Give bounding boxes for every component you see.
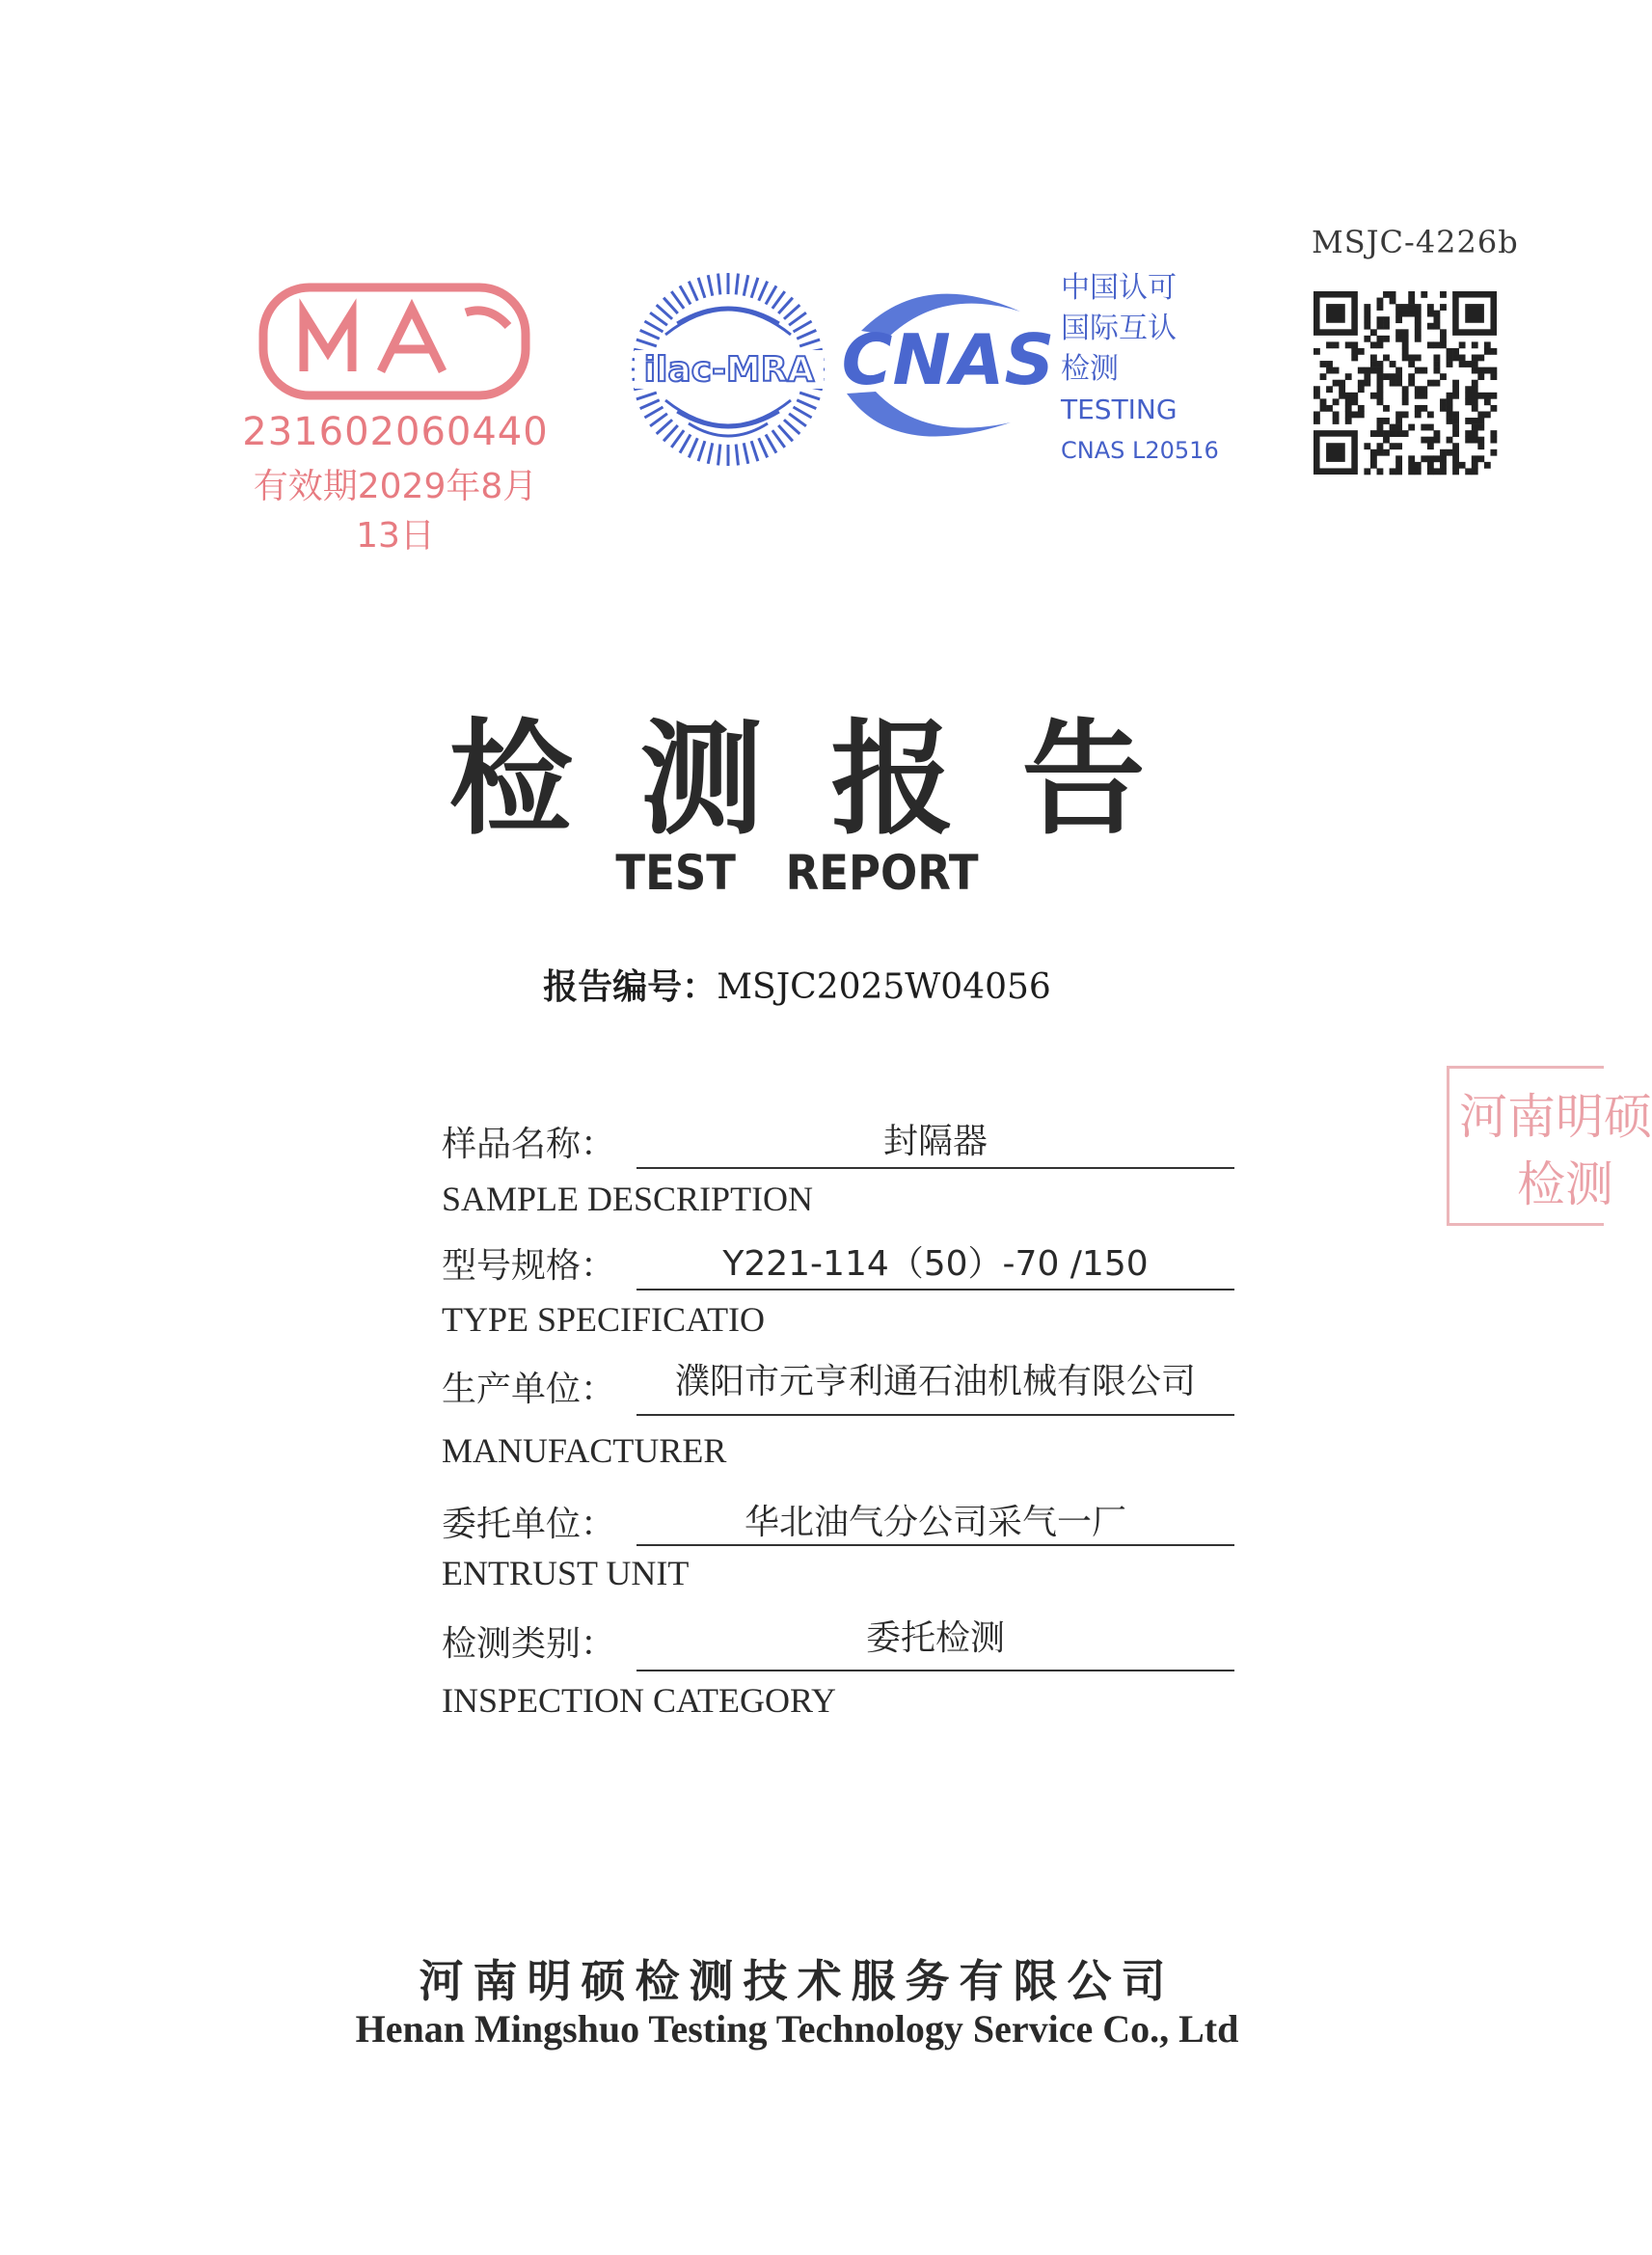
cma-logo-icon	[236, 270, 555, 415]
report-number	[0, 960, 1594, 1009]
company-name-en: Henan Mingshuo Testing Technology Service Co., Ltd	[355, 2007, 1239, 2051]
report-title: 检测报告	[448, 707, 1213, 852]
company-name-zh: 河南明硕检测技术服务有限公司	[419, 1955, 1176, 2007]
report-number-value: MSJC2025W04056	[717, 967, 1051, 1007]
side-stamp-line2: 检测	[1517, 1156, 1613, 1212]
inspection-category-en-label: INSPECTION CATEGORY	[442, 1681, 837, 1720]
manufacturer-label: 生产单位：	[442, 1370, 616, 1409]
manufacturer-en-label: MANUFACTURER	[442, 1431, 727, 1470]
ilac-text: ilac-MRA	[643, 350, 815, 390]
sample-name-underline	[636, 1167, 1234, 1169]
ilac-mra-logo	[627, 265, 829, 473]
manufacturer-value: 濮阳市元亨利通石油机械有限公司	[674, 1362, 1196, 1401]
qr-code-icon	[1313, 291, 1497, 480]
type-spec-value: Y221-114（50）-70 /150	[722, 1244, 1149, 1284]
cnas-recognition-text	[1061, 268, 1219, 471]
type-spec-underline	[636, 1289, 1234, 1291]
manufacturer-underline	[636, 1414, 1234, 1416]
side-stamp-line1: 河南明硕	[1459, 1089, 1652, 1145]
cnas-line4: TESTING	[1061, 394, 1178, 425]
sample-description-label: SAMPLE DESCRIPTION	[442, 1180, 814, 1218]
ilac-globe-icon	[627, 265, 829, 473]
inspection-category-value: 委托检测	[865, 1618, 1005, 1658]
company-seal-partial	[1447, 1066, 1652, 1226]
type-specification-label: TYPE SPECIFICATIO	[442, 1300, 766, 1339]
entrust-unit-label: 委托单位：	[442, 1505, 616, 1544]
sample-name-value: 封隔器	[882, 1122, 988, 1161]
inspection-category-underline	[636, 1670, 1234, 1671]
document-code: MSJC-4226b	[1312, 224, 1519, 260]
cnas-line2: 国际互认	[1061, 312, 1177, 345]
cma-validity: 有效期2029年8月13日	[253, 467, 538, 556]
cnas-line3: 检测	[1061, 352, 1119, 386]
cma-number: 231602060440	[242, 410, 549, 454]
report-number-label: 报告编号：	[543, 967, 718, 1007]
entrust-unit-en-label: ENTRUST UNIT	[442, 1554, 690, 1592]
cnas-line1: 中国认可	[1061, 271, 1177, 305]
qr-code[interactable]	[1313, 291, 1497, 480]
cnas-swoosh-icon	[837, 278, 1059, 451]
cnas-logo-text: CNAS	[841, 319, 1055, 400]
report-title-en: TEST REPORT	[615, 845, 979, 901]
type-spec-label: 型号规格：	[442, 1246, 616, 1286]
inspection-category-label: 检测类别：	[442, 1624, 616, 1664]
entrust-unit-value: 华北油气分公司采气一厂	[744, 1503, 1126, 1542]
cma-seal	[236, 270, 555, 556]
sample-name-label: 样品名称：	[442, 1125, 616, 1164]
cnas-line5: CNAS L20516	[1061, 437, 1219, 464]
cnas-logo	[837, 278, 1059, 451]
entrust-unit-underline	[636, 1544, 1234, 1546]
